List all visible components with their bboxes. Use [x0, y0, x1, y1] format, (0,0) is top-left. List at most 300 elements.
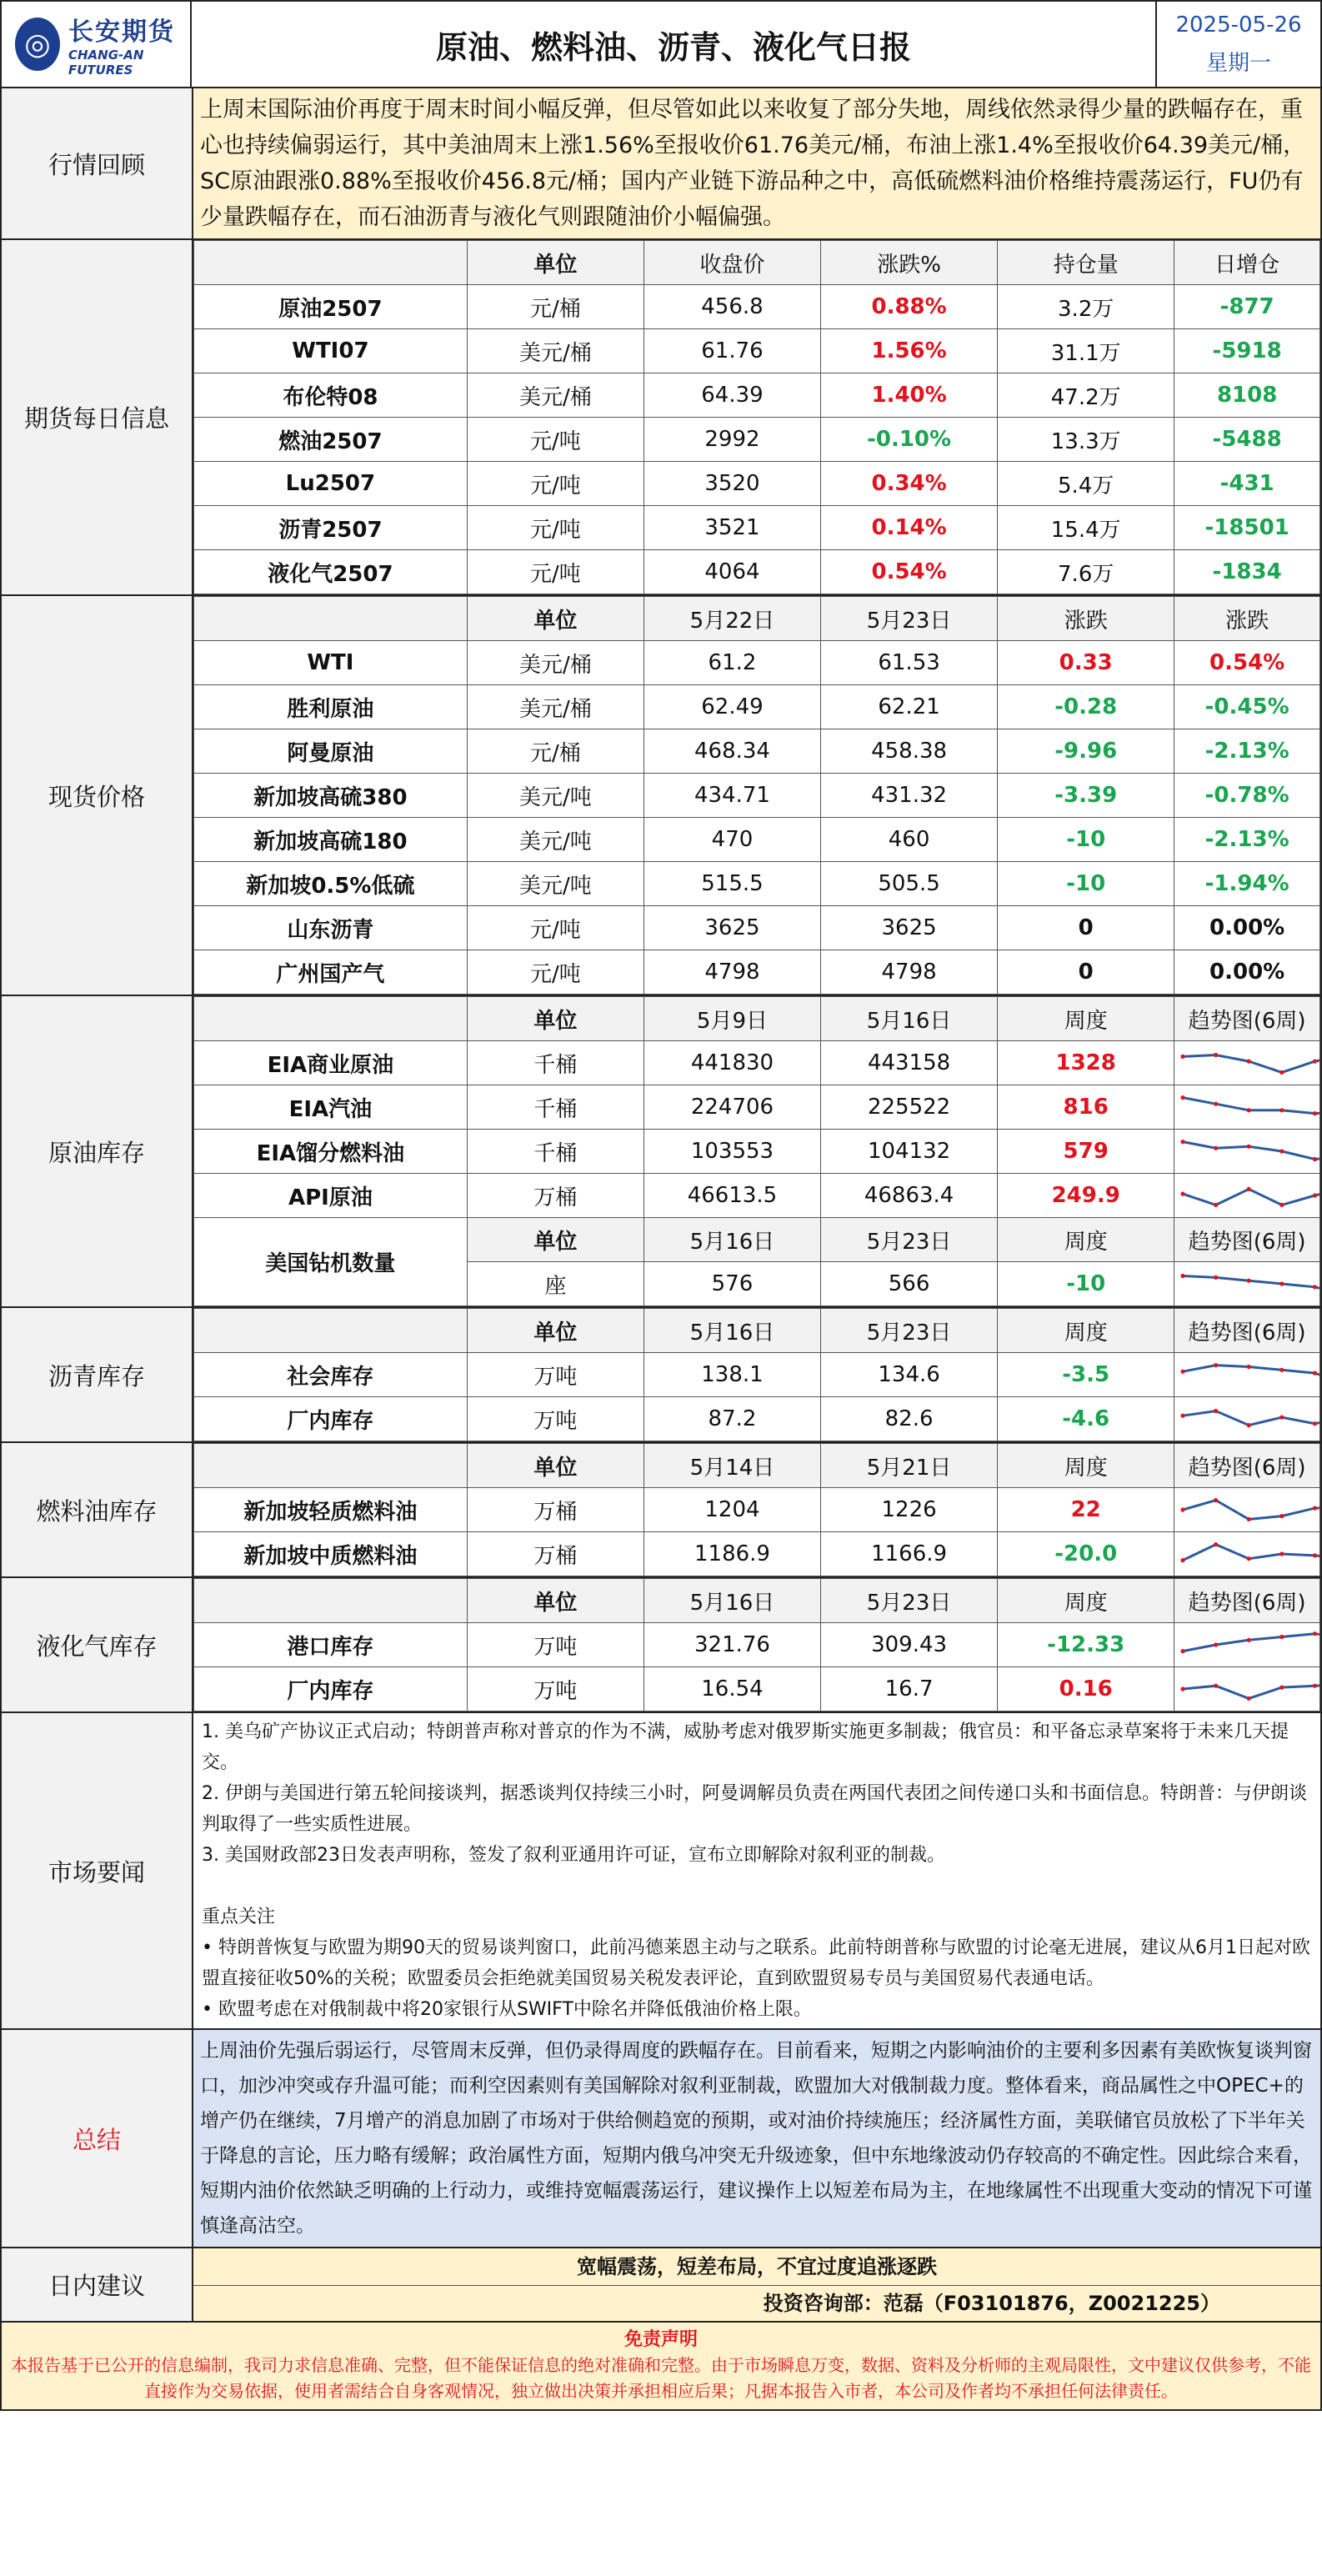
table-row [194, 329, 1320, 373]
trend-point [1181, 1192, 1185, 1196]
close-price: 3521 [643, 506, 820, 550]
consultant-line: 投资咨询部：范磊（F03101876，Z0021225） [193, 2286, 1320, 2321]
spot-name: WTI [194, 641, 468, 685]
trend-point [1313, 1371, 1317, 1376]
trend-sparkline-cell [1174, 1488, 1320, 1532]
column-header: 周度 [998, 1579, 1174, 1623]
disclaimer-text: 本报告基于已公开的信息编制，我司力求信息准确、完整，但不能保证信息的绝对准确和完整。由于市场瞬息万变，数据、资料及分析师的主观局限性，文中建议仅供参考，不能直接作为交易依据，使用者需结合自身客观情况，独立做出决策并承担相应后果；凡据本报告入市者，本公司及作者均不承担任何法律责任。 [11, 2355, 1311, 2401]
unit-cell: 万桶 [467, 1174, 643, 1218]
open-interest: 15.4万 [998, 506, 1174, 550]
unit-cell: 美元/桶 [467, 373, 643, 418]
price-change: -10 [998, 862, 1174, 906]
open-interest: 3.2万 [998, 285, 1174, 329]
futures-section [0, 240, 1322, 596]
table-row [194, 1532, 1320, 1576]
column-header: 5月23日 [821, 1309, 998, 1353]
report-date-box [1157, 2, 1320, 87]
section-label: 现货价格 [2, 596, 193, 995]
trend-sparkline [1174, 1356, 1319, 1394]
price-day1: 515.5 [643, 862, 820, 906]
unit-cell: 美元/吨 [467, 818, 643, 862]
column-header: 持仓量 [998, 241, 1174, 285]
contract-name: 布伦特08 [194, 373, 468, 418]
table-row [194, 906, 1320, 950]
column-header: 单位 [467, 1309, 643, 1353]
column-header: 5月23日 [821, 597, 998, 641]
value-week1: 87.2 [643, 1397, 820, 1441]
price-day2: 458.38 [821, 729, 998, 774]
open-interest-change: -1834 [1174, 550, 1320, 594]
trend-line [1183, 1501, 1319, 1520]
column-header: 涨跌 [998, 597, 1174, 641]
section-label: 日内建议 [2, 2248, 193, 2321]
price-day2: 62.21 [821, 685, 998, 729]
table-row [194, 729, 1320, 774]
focus-title: 重点关注 [202, 1907, 276, 1927]
table-row [194, 285, 1320, 329]
unit-cell: 千桶 [467, 1130, 643, 1174]
change-percent: 0.14% [821, 506, 998, 550]
trend-point [1313, 1111, 1317, 1115]
table-row [194, 1667, 1320, 1711]
open-interest-change: -5918 [1174, 329, 1320, 373]
column-header: 日增仓 [1174, 241, 1320, 285]
trend-point [1247, 1279, 1251, 1283]
trend-sparkline [1174, 1491, 1319, 1529]
weekly-change: 1328 [998, 1041, 1174, 1085]
trend-point [1313, 1506, 1317, 1511]
market-news-content [193, 1713, 1320, 2028]
price-day2: 431.32 [821, 774, 998, 818]
spot-name: 新加坡高硫180 [194, 818, 468, 862]
change-percent: 0.88% [821, 285, 998, 329]
trend-sparkline [1174, 1670, 1319, 1708]
unit-cell: 美元/桶 [467, 685, 643, 729]
unit-cell: 万桶 [467, 1532, 643, 1576]
trend-point [1313, 1285, 1317, 1289]
trend-line [1183, 1142, 1319, 1160]
trend-point [1181, 1558, 1185, 1562]
trend-sparkline-cell [1174, 1353, 1320, 1397]
table-row [194, 1488, 1320, 1532]
contract-name: 沥青2507 [194, 506, 468, 550]
spot-name: 山东沥青 [194, 906, 468, 950]
report-title: 原油、燃料油、沥青、液化气日报 [192, 2, 1157, 87]
trend-line [1183, 1188, 1319, 1205]
open-interest: 13.3万 [998, 418, 1174, 462]
trend-point [1279, 1686, 1284, 1690]
trend-sparkline [1174, 1400, 1319, 1438]
trend-point [1214, 1146, 1218, 1150]
trend-point [1181, 1370, 1185, 1374]
table-row [194, 1130, 1320, 1174]
lpg-inventory-table [193, 1578, 1320, 1711]
price-change-percent: 0.00% [1174, 950, 1320, 995]
weekly-change: 0.16 [998, 1667, 1174, 1711]
inventory-name: EIA商业原油 [194, 1041, 468, 1085]
trend-sparkline [1174, 1626, 1319, 1664]
table-row [194, 818, 1320, 862]
trend-line [1183, 1098, 1319, 1114]
spot-name: 阿曼原油 [194, 729, 468, 774]
open-interest: 5.4万 [998, 462, 1174, 506]
section-label: 沥青库存 [2, 1308, 193, 1441]
column-header [194, 1579, 468, 1623]
asphalt-inventory-table [193, 1308, 1320, 1441]
news-item: 3. 美国财政部23日发表声明称，签发了叙利亚通用许可证，宣布立即解除对叙利亚的制裁。 [202, 1845, 945, 1866]
weekly-change: -3.5 [998, 1353, 1174, 1397]
unit-cell: 美元/吨 [467, 774, 643, 818]
value-week1: 1186.9 [643, 1532, 820, 1576]
open-interest: 47.2万 [998, 373, 1174, 418]
inventory-name: 社会库存 [194, 1353, 468, 1397]
table-row [194, 1397, 1320, 1441]
column-header: 趋势图(6周) [1174, 1218, 1320, 1262]
unit-cell: 万吨 [467, 1353, 643, 1397]
change-percent: 1.56% [821, 329, 998, 373]
close-price: 456.8 [643, 285, 820, 329]
price-day1: 470 [643, 818, 820, 862]
lpg-inventory-section [0, 1578, 1322, 1713]
trend-point [1214, 1409, 1218, 1413]
unit-cell: 万桶 [467, 1488, 643, 1532]
price-day2: 61.53 [821, 641, 998, 685]
column-header: 趋势图(6周) [1174, 1579, 1320, 1623]
table-row [194, 950, 1320, 995]
trend-sparkline [1174, 1044, 1319, 1082]
price-change-percent: 0.00% [1174, 906, 1320, 950]
focus-item: • 欧盟考虑在对俄制裁中将20家银行从SWIFT中除名并降低俄油价格上限。 [202, 1999, 812, 2020]
table-row [194, 685, 1320, 729]
column-header [194, 997, 468, 1041]
trend-point [1247, 1423, 1251, 1427]
table-header-row [194, 1309, 1320, 1353]
open-interest-change: -431 [1174, 462, 1320, 506]
trend-point [1181, 1649, 1185, 1653]
value-week2: 309.43 [821, 1623, 998, 1667]
column-header: 5月14日 [643, 1444, 820, 1488]
table-row [194, 418, 1320, 462]
contract-name: 液化气2507 [194, 550, 468, 594]
unit-cell: 美元/桶 [467, 329, 643, 373]
fuel-oil-inventory-section [0, 1443, 1322, 1578]
section-label: 期货每日信息 [2, 240, 193, 594]
column-header: 趋势图(6周) [1174, 1444, 1320, 1488]
price-day2: 460 [821, 818, 998, 862]
value-week2: 46863.4 [821, 1174, 998, 1218]
price-change: -9.96 [998, 729, 1174, 774]
value-week2: 443158 [821, 1041, 998, 1085]
disclaimer-title: 免责声明 [623, 2329, 698, 2350]
trend-point [1279, 1149, 1284, 1153]
price-change-percent: -0.78% [1174, 774, 1320, 818]
contract-name: 原油2507 [194, 285, 468, 329]
section-label: 行情回顾 [2, 88, 193, 238]
trend-point [1247, 1638, 1251, 1642]
trend-point [1247, 1108, 1251, 1112]
weekly-change: -20.0 [998, 1532, 1174, 1576]
change-percent: 0.54% [821, 550, 998, 594]
close-price: 61.76 [643, 329, 820, 373]
column-header: 5月23日 [821, 1579, 998, 1623]
price-change: 0 [998, 950, 1174, 995]
unit-cell: 万吨 [467, 1623, 643, 1667]
price-change-percent: 0.54% [1174, 641, 1320, 685]
inventory-name: 厂内库存 [194, 1667, 468, 1711]
column-header: 单位 [467, 1444, 643, 1488]
trend-point [1247, 1517, 1251, 1521]
trend-point [1313, 1421, 1317, 1426]
price-change-percent: -2.13% [1174, 818, 1320, 862]
futures-table [193, 240, 1320, 594]
spot-name: 新加坡高硫380 [194, 774, 468, 818]
section-label: 原油库存 [2, 996, 193, 1306]
trend-point [1214, 1542, 1218, 1546]
trend-point [1279, 1551, 1284, 1556]
unit-cell: 元/吨 [467, 906, 643, 950]
value-week1: 321.76 [643, 1623, 820, 1667]
trend-sparkline [1174, 1265, 1319, 1303]
table-header-row [194, 1444, 1320, 1488]
trend-point [1279, 1108, 1284, 1112]
close-price: 2992 [643, 418, 820, 462]
spot-table [193, 596, 1320, 995]
unit-cell: 万吨 [467, 1397, 643, 1441]
column-header: 周度 [998, 1309, 1174, 1353]
column-header: 涨跌 [1174, 597, 1320, 641]
market-news-section [0, 1713, 1322, 2030]
contract-name: Lu2507 [194, 462, 468, 506]
value-week2: 225522 [821, 1085, 998, 1130]
column-header: 5月9日 [643, 997, 820, 1041]
trend-point [1279, 1514, 1284, 1518]
trend-point [1214, 1102, 1218, 1106]
column-header: 涨跌% [821, 241, 998, 285]
table-row [194, 550, 1320, 594]
price-change: -3.39 [998, 774, 1174, 818]
report-date: 2025-05-26 [1175, 13, 1302, 38]
value-week1: 224706 [643, 1085, 820, 1130]
price-day1: 61.2 [643, 641, 820, 685]
change-percent: -0.10% [821, 418, 998, 462]
unit-cell: 元/吨 [467, 506, 643, 550]
logo-name-cn: 长安期货 [68, 18, 175, 47]
weekly-change: 249.9 [998, 1174, 1174, 1218]
spot-name: 胜利原油 [194, 685, 468, 729]
trend-line [1183, 1634, 1319, 1651]
trend-point [1214, 1053, 1218, 1057]
price-day1: 434.71 [643, 774, 820, 818]
column-header: 5月16日 [643, 1579, 820, 1623]
column-header: 单位 [467, 597, 643, 641]
column-header: 趋势图(6周) [1174, 997, 1320, 1041]
inventory-name: EIA馏分燃料油 [194, 1130, 468, 1174]
summary-text: 上周油价先强后弱运行，尽管周末反弹，但仍录得周度的跌幅存在。目前看来，短期之内影响油价的主要利多因素有美欧恢复谈判窗口，加沙冲突或存升温可能；而利空因素则有美国解除对叙利亚制裁，欧盟加大对俄制裁力度。整体看来，商品属性之中OPEC+的增产仍在继续，7月增产的消息加剧了市场对于供给侧趋宽的预期，或对油价持续施压；经济属性方面，美联储官员放松了下半年关于降息的言论，压力略有缓解；政治属性方面，短期内俄乌冲突无升级迹象，但中东地缘波动仍存较高的不确定性。因此综合来看，短期内油价依然缺乏明确的上行动力，或维持宽幅震荡运行，建议操作上以短差布局为主，在地缘属性不出现重大变动的情况下可谨慎逢高沽空。 [193, 2030, 1320, 2247]
value-week2: 566 [821, 1262, 998, 1306]
open-interest-change: 8108 [1174, 373, 1320, 418]
trend-point [1181, 1095, 1185, 1100]
unit-cell: 元/吨 [467, 462, 643, 506]
market-review-text: 上周末国际油价再度于周末时间小幅反弹，但尽管如此以来收复了部分失地，周线依然录得少量的跌幅存在，重心也持续偏弱运行，其中美油周末上涨1.56%至报收价61.76美元/桶，布油上涨1.4%至报收价64.39美元/桶，SC原油跟涨0.88%至报收价456.8元/桶；国内产业链下游品种之中，高低硫燃料油价格维持震荡运行，FU仍有少量跌幅存在，而石油沥青与液化气则跟随油价小幅偏强。 [193, 88, 1320, 238]
trend-sparkline-cell [1174, 1623, 1320, 1667]
trend-point [1181, 1686, 1185, 1691]
unit-cell: 元/吨 [467, 550, 643, 594]
change-percent: 0.34% [821, 462, 998, 506]
table-row [194, 373, 1320, 418]
close-price: 64.39 [643, 373, 820, 418]
open-interest: 31.1万 [998, 329, 1174, 373]
close-price: 3520 [643, 462, 820, 506]
value-week2: 1226 [821, 1488, 998, 1532]
price-day1: 468.34 [643, 729, 820, 774]
contract-name: WTI07 [194, 329, 468, 373]
value-week2: 134.6 [821, 1353, 998, 1397]
unit-cell: 千桶 [467, 1085, 643, 1130]
unit-cell: 元/桶 [467, 285, 643, 329]
column-header: 5月22日 [643, 597, 820, 641]
crude-inventory-table [193, 996, 1320, 1306]
table-row [194, 1353, 1320, 1397]
trend-sparkline-cell [1174, 1085, 1320, 1130]
column-header: 5月16日 [821, 997, 998, 1041]
section-label: 燃料油库存 [2, 1443, 193, 1576]
logo-emblem-icon: ◎ [15, 18, 60, 71]
column-header [194, 597, 468, 641]
report-weekday: 星期一 [1205, 51, 1271, 76]
column-header [194, 1309, 468, 1353]
weekly-change: 579 [998, 1130, 1174, 1174]
table-row [194, 1085, 1320, 1130]
trend-point [1214, 1498, 1218, 1502]
trend-point [1247, 1696, 1251, 1701]
spot-name: 广州国产气 [194, 950, 468, 995]
inventory-name: 新加坡中质燃料油 [194, 1532, 468, 1576]
company-logo [2, 2, 192, 87]
weekly-change: -10 [998, 1262, 1174, 1306]
trend-point [1181, 1414, 1185, 1418]
intraday-advice: 宽幅震荡，短差布局，不宜过度追涨逐跌 [193, 2248, 1320, 2286]
table-header-row [194, 1579, 1320, 1623]
disclaimer-section [0, 2323, 1322, 2411]
trend-sparkline-cell [1174, 1174, 1320, 1218]
column-header: 5月21日 [821, 1444, 998, 1488]
value-week1: 576 [643, 1262, 820, 1306]
inventory-name: 港口库存 [194, 1623, 468, 1667]
trend-sparkline [1174, 1176, 1319, 1215]
table-row [194, 862, 1320, 906]
news-item: 2. 伊朗与美国进行第五轮间接谈判，据悉谈判仅持续三小时，阿曼调解员负责在两国代表团之间传递口头和书面信息。特朗普：与伊朗谈判取得了一些实质性进展。 [202, 1783, 1307, 1835]
price-change: 0 [998, 906, 1174, 950]
trend-sparkline-cell [1174, 1130, 1320, 1174]
table-row [194, 462, 1320, 506]
column-header: 收盘价 [643, 241, 820, 285]
section-label: 液化气库存 [2, 1578, 193, 1711]
table-header-row [194, 241, 1320, 285]
trend-point [1214, 1203, 1218, 1207]
trend-point [1181, 1055, 1185, 1059]
trend-point [1181, 1274, 1185, 1278]
inventory-name: 厂内库存 [194, 1397, 468, 1441]
trend-point [1313, 1060, 1317, 1064]
price-change: -0.28 [998, 685, 1174, 729]
column-header: 周度 [998, 1218, 1174, 1262]
trend-point [1313, 1631, 1317, 1636]
unit-cell: 座 [467, 1262, 643, 1306]
news-item: 1. 美乌矿产协议正式启动；特朗普声称对普京的作为不满，威胁考虑对俄罗斯实施更多制裁；俄官员：和平备忘录草案将于未来几天提交。 [202, 1722, 1289, 1773]
open-interest-change: -18501 [1174, 506, 1320, 550]
trend-point [1214, 1684, 1218, 1688]
spot-section [0, 596, 1322, 996]
trend-point [1214, 1642, 1218, 1646]
trend-sparkline [1174, 1535, 1319, 1573]
table-header-row [194, 597, 1320, 641]
unit-cell: 元/桶 [467, 729, 643, 774]
trend-point [1214, 1363, 1218, 1367]
column-header: 5月23日 [821, 1218, 998, 1262]
close-price: 4064 [643, 550, 820, 594]
asphalt-inventory-section [0, 1308, 1322, 1443]
price-change-percent: -0.45% [1174, 685, 1320, 729]
trend-point [1313, 1157, 1317, 1161]
trend-point [1247, 1145, 1251, 1149]
value-week1: 103553 [643, 1130, 820, 1174]
trend-point [1214, 1275, 1218, 1280]
trend-sparkline-cell [1174, 1262, 1320, 1306]
value-week1: 441830 [643, 1041, 820, 1085]
open-interest-change: -877 [1174, 285, 1320, 329]
value-week1: 46613.5 [643, 1174, 820, 1218]
logo-name-en: CHANG-AN FUTURES [68, 48, 144, 78]
unit-cell: 元/吨 [467, 418, 643, 462]
price-day1: 4798 [643, 950, 820, 995]
trend-line [1183, 1366, 1319, 1385]
open-interest: 7.6万 [998, 550, 1174, 594]
table-row [194, 1041, 1320, 1085]
weekly-change: -12.33 [998, 1623, 1174, 1667]
inventory-name: API原油 [194, 1174, 468, 1218]
price-day2: 3625 [821, 906, 998, 950]
column-header [194, 1444, 468, 1488]
fuel-oil-inventory-table [193, 1443, 1320, 1576]
rig-header-row [194, 1218, 1320, 1262]
trend-line [1183, 1545, 1319, 1561]
column-header: 单位 [467, 997, 643, 1041]
open-interest-change: -5488 [1174, 418, 1320, 462]
column-header: 周度 [998, 997, 1174, 1041]
column-header: 5月16日 [643, 1218, 820, 1262]
weekly-change: -4.6 [998, 1397, 1174, 1441]
column-header: 周度 [998, 1444, 1174, 1488]
trend-point [1279, 1635, 1284, 1639]
column-header: 单位 [467, 1218, 643, 1262]
table-row [194, 1174, 1320, 1218]
table-header-row [194, 997, 1320, 1041]
trend-line [1183, 1276, 1319, 1296]
section-label: 市场要闻 [2, 1713, 193, 2028]
spot-name: 新加坡0.5%低硫 [194, 862, 468, 906]
inventory-name: 新加坡轻质燃料油 [194, 1488, 468, 1532]
value-week2: 16.7 [821, 1667, 998, 1711]
trend-line [1183, 1684, 1319, 1698]
unit-cell: 元/吨 [467, 950, 643, 995]
trend-point [1279, 1203, 1284, 1207]
trend-line [1183, 1411, 1319, 1426]
price-day1: 62.49 [643, 685, 820, 729]
weekly-change: 816 [998, 1085, 1174, 1130]
intraday-section [0, 2248, 1322, 2323]
value-week1: 16.54 [643, 1667, 820, 1711]
price-day2: 4798 [821, 950, 998, 995]
